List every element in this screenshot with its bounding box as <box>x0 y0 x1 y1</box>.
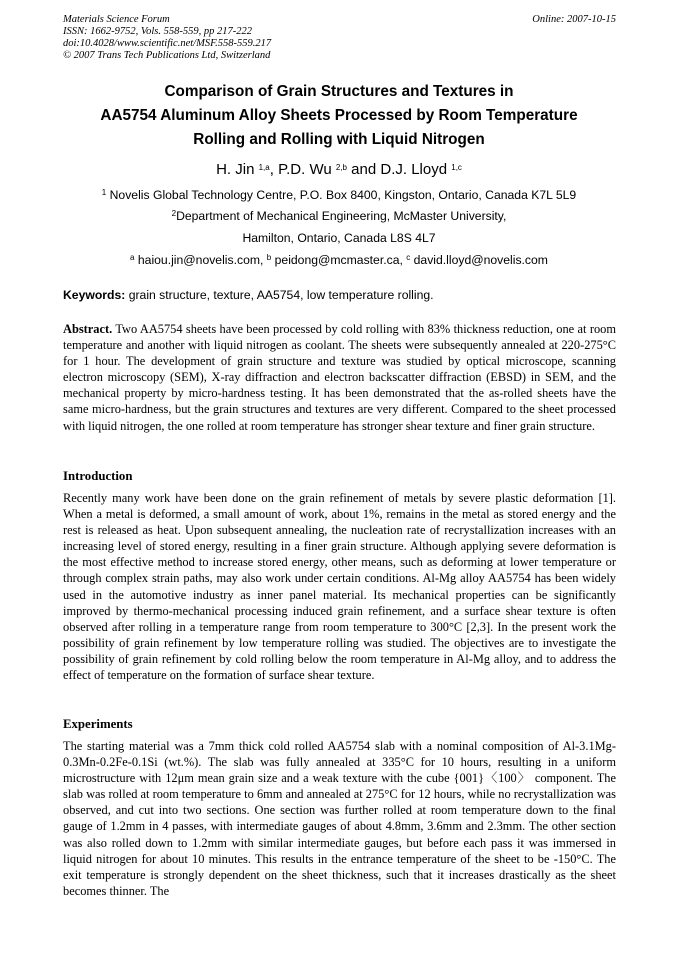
author-superscript: 1,c <box>451 163 462 172</box>
affiliation-marker: 1 <box>101 188 107 197</box>
abstract-text: Two AA5754 sheets have been processed by cold rolling with 83% thickness reduction, one at room temperature and another with liquid nitrogen as coolant. The sheets were subsequently annealed at 220-275°C for 1 hour. The development of grain structure and texture was studied by optical microscope, scanning electron microscopy (SEM), X-ray diffraction and electron backscatter diffraction (EBSD) in SEM, and the mechanical property by micro-hardness testing. It has been demonstrated that the as-rolled sheets have the same micro-hardness, but the grain structures and textures are very different. Compared to the sheet processed with liquid nitrogen, the one rolled at room temperature has stronger shear texture and finer grain structure. <box>63 322 616 433</box>
introduction-heading: Introduction <box>63 469 133 483</box>
experiments-text: The starting material was a 7mm thick cold rolled AA5754 slab with a nominal composition of Al-3.1Mg-0.3Mn-0.2Fe-0.1Si (wt.%). The slab was fully annealed at 335°C for 10 hours, resulting in a uniform microstructure with 12μm mean grain size and a weak texture with the cube {001}〈100〉 component. The slab was rolled at room temperature to 6mm and annealed at 275°C for 12 hours, while no recrystallization was observed, and cut into two sections. One section was further rolled at room temperature down to the final gauge of 1.2mm in 4 passes, with intermediate gauges of about 4.8mm, 3.6mm and 2.3mm. The other section was also rolled down to 1.2mm with similar intermediate gauges, but before each pass it was immersed in liquid nitrogen for about 10 minutes. This results in the entrance temperature of the sheet to be -150°C. The exit temperature is strongly dependent on the sheet thickness, such that it increases drastically as the sheet becomes thinner. The <box>63 739 616 898</box>
title-line-1: Comparison of Grain Structures and Textures in <box>164 83 514 100</box>
abstract-label: Abstract. <box>63 322 113 336</box>
author-separator: and <box>347 161 381 178</box>
email-line <box>40 252 638 268</box>
doi-line: doi:10.4028/www.scientific.net/MSF.558-559.217 <box>63 38 272 49</box>
email-marker: b <box>266 253 272 262</box>
paper-title <box>40 80 638 152</box>
author-name: D.J. Lloyd <box>380 161 448 178</box>
experiments-heading: Experiments <box>63 717 133 731</box>
keywords-text: grain structure, texture, AA5754, low temperature rolling. <box>125 288 434 302</box>
title-line-3: Rolling and Rolling with Liquid Nitrogen <box>193 131 485 148</box>
running-header <box>63 14 616 62</box>
affiliation-marker: 2 <box>171 209 177 218</box>
copyright-line: © 2007 Trans Tech Publications Ltd, Switzerland <box>63 50 271 61</box>
abstract <box>63 321 616 434</box>
introduction-text: Recently many work have been done on the grain refinement of metals by severe plastic deformation [1]. When a metal is deformed, a small amount of work, about 1%, remains in the metal as stored energy and the rest is released as heat. Upon subsequent annealing, the nucleation rate of recrystallization increases with an increasing level of stored energy, resulting in a finer grain structure. Although applying severe deformation is the most effective method to increase stored energy, other means, such as deforming at lower temperature or through complex strain paths, may also work under certain conditions. Al-Mg alloy AA5754 has been widely used in the automotive industry as inner panel material. Its mechanical properties can be significantly improved by thermo-mechanical processing induced grain refinement, and a surface shear texture is often observed after rolling in a temperature range from room temperature to 300°C [2,3]. In the present work the possibility of grain refinement by low temperature rolling was studied. The objectives are to investigate the possibility of grain refinement by cold rolling below the room temperature in Al-Mg alloy, and to address the effect of temperature on the formation of surface shear texture. <box>63 491 616 683</box>
email-marker: c <box>406 253 411 262</box>
email-address: peidong@mcmaster.ca, <box>274 253 407 267</box>
affiliation-1 <box>40 187 638 203</box>
issn-line: ISSN: 1662-9752, Vols. 558-559, pp 217-222 <box>63 26 252 37</box>
email-address: haiou.jin@novelis.com, <box>137 253 267 267</box>
affiliation-text: Department of Mechanical Engineering, McMaster University, <box>176 209 507 223</box>
author-superscript: 2,b <box>335 163 347 172</box>
affiliation-2 <box>40 208 638 224</box>
author-superscript: 1,a <box>258 163 270 172</box>
keywords <box>63 287 616 303</box>
author-name: P.D. Wu <box>278 161 332 178</box>
author-name: H. Jin <box>216 161 255 178</box>
online-date: Online: 2007-10-15 <box>532 14 616 25</box>
journal-name: Materials Science Forum <box>63 14 170 25</box>
affiliation-text: Novelis Global Technology Centre, P.O. Box 8400, Kingston, Ontario, Canada K7L 5L9 <box>109 188 577 202</box>
email-marker: a <box>130 253 135 262</box>
author-list <box>40 160 638 180</box>
author-separator: , <box>269 161 279 178</box>
title-line-2: AA5754 Aluminum Alloy Sheets Processed by Room Temperature <box>100 107 578 124</box>
keywords-label: Keywords: <box>63 288 126 302</box>
affiliation-2-address: Hamilton, Ontario, Canada L8S 4L7 <box>242 231 436 245</box>
email-address: david.lloyd@novelis.com <box>413 253 548 267</box>
